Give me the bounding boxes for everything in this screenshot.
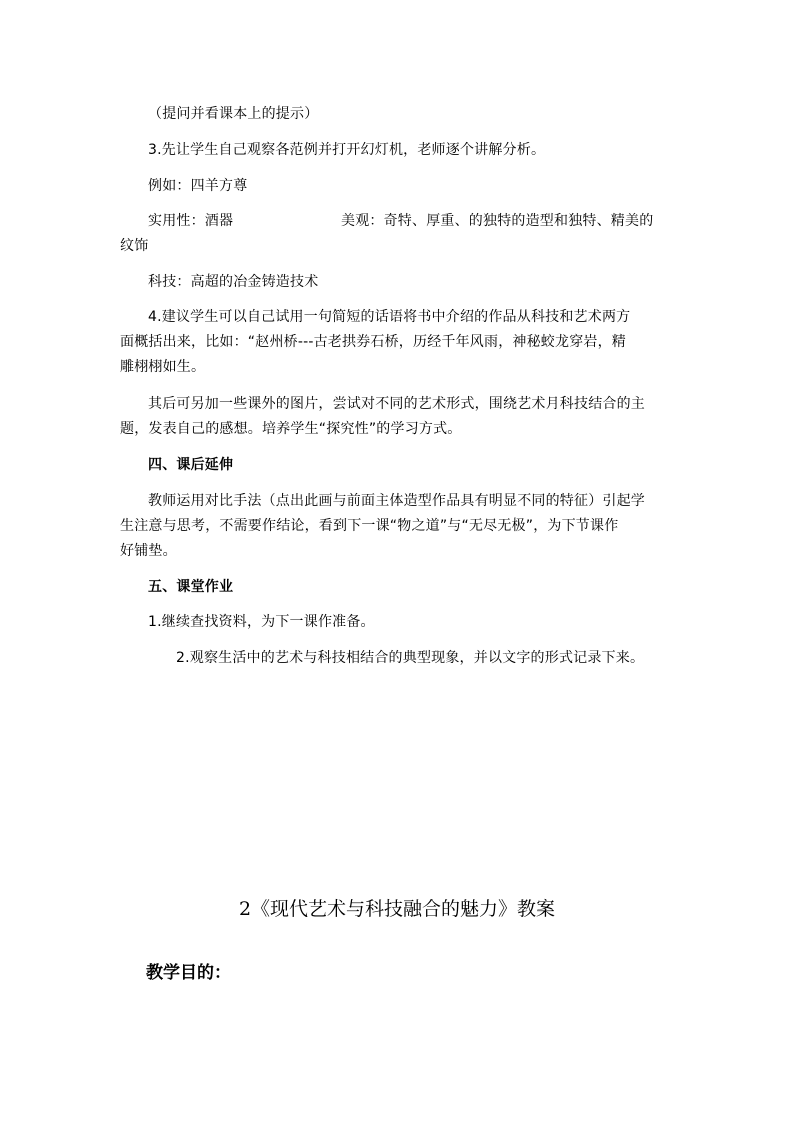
- homework-item-2: 2.观察生活中的艺术与科技相结合的典型现象，并以文字的形式记录下来。: [176, 650, 645, 666]
- followup-line-1: 其后可另加一些课外的图片，尝试对不同的艺术形式，围绕艺术月科技结合的主: [148, 396, 645, 412]
- section-5-heading: 五、课堂作业: [148, 579, 234, 595]
- beauty-line: 美观：奇特、厚重、的独特的造型和独特、精美的: [341, 213, 654, 229]
- tech-line: 科技：高超的冶金铸造技术: [148, 274, 319, 290]
- step-4-line-2: 面概括出来，比如：“赵州桥---古老拱券石桥，历经千年风雨，神秘蛟龙穿岩，精: [120, 334, 627, 350]
- hint-paragraph: （提问并看课本上的提示）: [148, 106, 319, 122]
- extension-line-2: 生注意与思考，不需要作结论，看到下一课“物之道”与“无尽无极”，为下节课作: [120, 518, 619, 534]
- section-4-heading: 四、课后延伸: [148, 457, 234, 473]
- practical-line: 实用性：酒器: [148, 213, 234, 229]
- step-4-line-3: 雕栩栩如生。: [120, 359, 206, 375]
- beauty-continuation: 纹饰: [120, 238, 149, 254]
- extension-line-3: 好铺垫。: [120, 543, 177, 559]
- homework-item-1: 1.继续查找资料，为下一课作准备。: [148, 614, 375, 630]
- step-3-paragraph: 3.先让学生自己观察各范例并打开幻灯机，老师逐个讲解分析。: [148, 142, 546, 158]
- teaching-goal-heading: 教学目的：: [146, 963, 231, 983]
- followup-line-2: 题，发表自己的感想。培养学生“探究性”的学习方式。: [120, 421, 462, 437]
- step-4-line-1: 4.建议学生可以自己试用一句简短的话语将书中介绍的作品从科技和艺术两方: [148, 309, 631, 325]
- example-line: 例如：四羊方尊: [148, 178, 248, 194]
- extension-line-1: 教师运用对比手法（点出此画与前面主体造型作品具有明显不同的特征）引起学: [148, 493, 645, 509]
- lesson-plan-title: 2《现代艺术与科技融合的魅力》教案: [238, 898, 556, 920]
